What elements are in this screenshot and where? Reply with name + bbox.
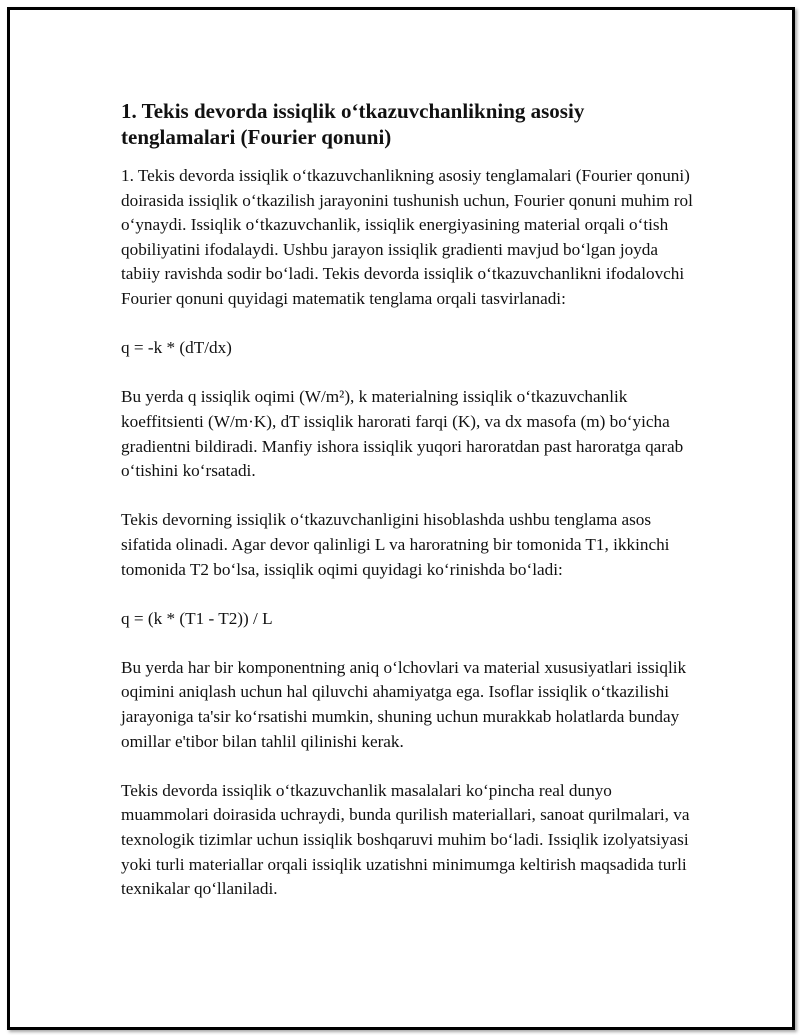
formula-fourier-law: q = -k * (dT/dx): [121, 338, 232, 358]
paragraph-wall-calculation: Tekis devorning issiqlik o‘tkazuvchanligini hisoblashda ushbu tenglama asos sifatida olinadi. Agar devor qalinligi L va haroratning bir tomonida T1, ikkinchi tomonida T2 bo‘lsa, issiqlik oqimi quyidagi ko‘rinishda bo‘ladi:: [121, 510, 670, 579]
paragraph-components: Bu yerda har bir komponentning aniq o‘lchovlari va material xususiyatlari issiqlik oqimini aniqlash uchun hal qiluvchi ahamiyatga ega. Isoflar issiqlik o‘tkazilishi jarayoniga ta'sir ko‘rsatishi mumkin, shuning uchun murakkab holatlarda bunday omillar e'tibor bilan tahlil qilinishi kerak.: [121, 657, 687, 751]
formula-heat-flux: q = (k * (T1 - T2)) / L: [121, 608, 273, 628]
document-body: [121, 98, 696, 926]
paragraph-variables: Bu yerda q issiqlik oqimi (W/m²), k materialning issiqlik o‘tkazuvchanlik koeffitsienti (W/m·K), dT issiqlik harorati farqi (K), va dx masofa (m) bo‘yicha gradientni bildiradi. Manfiy ishora issiqlik yuqori haroratdan past haroratga qarab o‘tishini ko‘rsatadi.: [121, 387, 684, 481]
page-frame: [7, 7, 795, 1030]
paragraph-applications: Tekis devorda issiqlik o‘tkazuvchanlik masalalari ko‘pincha real dunyo muammolari doirasida uchraydi, bunda qurilish materiallari, sanoat qurilmalari, va texnologik tizimlar uchun issiqlik boshqaruvi muhim bo‘ladi. Issiqlik izolyatsiyasi yoki turli materiallar orqali issiqlik uzatishni minimumga keltirish maqsadida turli texnikalar qo‘llaniladi.: [121, 780, 690, 899]
document-heading: 1. Tekis devorda issiqlik o‘tkazuvchanlikning asosiy tenglamalari (Fourier qonuni): [121, 99, 585, 149]
paragraph-intro: 1. Tekis devorda issiqlik o‘tkazuvchanlikning asosiy tenglamalari (Fourier qonuni) doirasida issiqlik o‘tkazilish jarayonini tushunish uchun, Fourier qonuni muhim rol o‘ynaydi. Issiqlik o‘tkazuvchanlik, issiqlik energiyasining material orqali o‘tish qobiliyatini ifodalaydi. Ushbu jarayon issiqlik gradienti mavjud bo‘lgan joyda tabiiy ravishda sodir bo‘ladi. Tekis devorda issiqlik o‘tkazuvchanlikni ifodalovchi Fourier qonuni quyidagi matematik tenglama orqali tasvirlanadi:: [121, 166, 693, 308]
